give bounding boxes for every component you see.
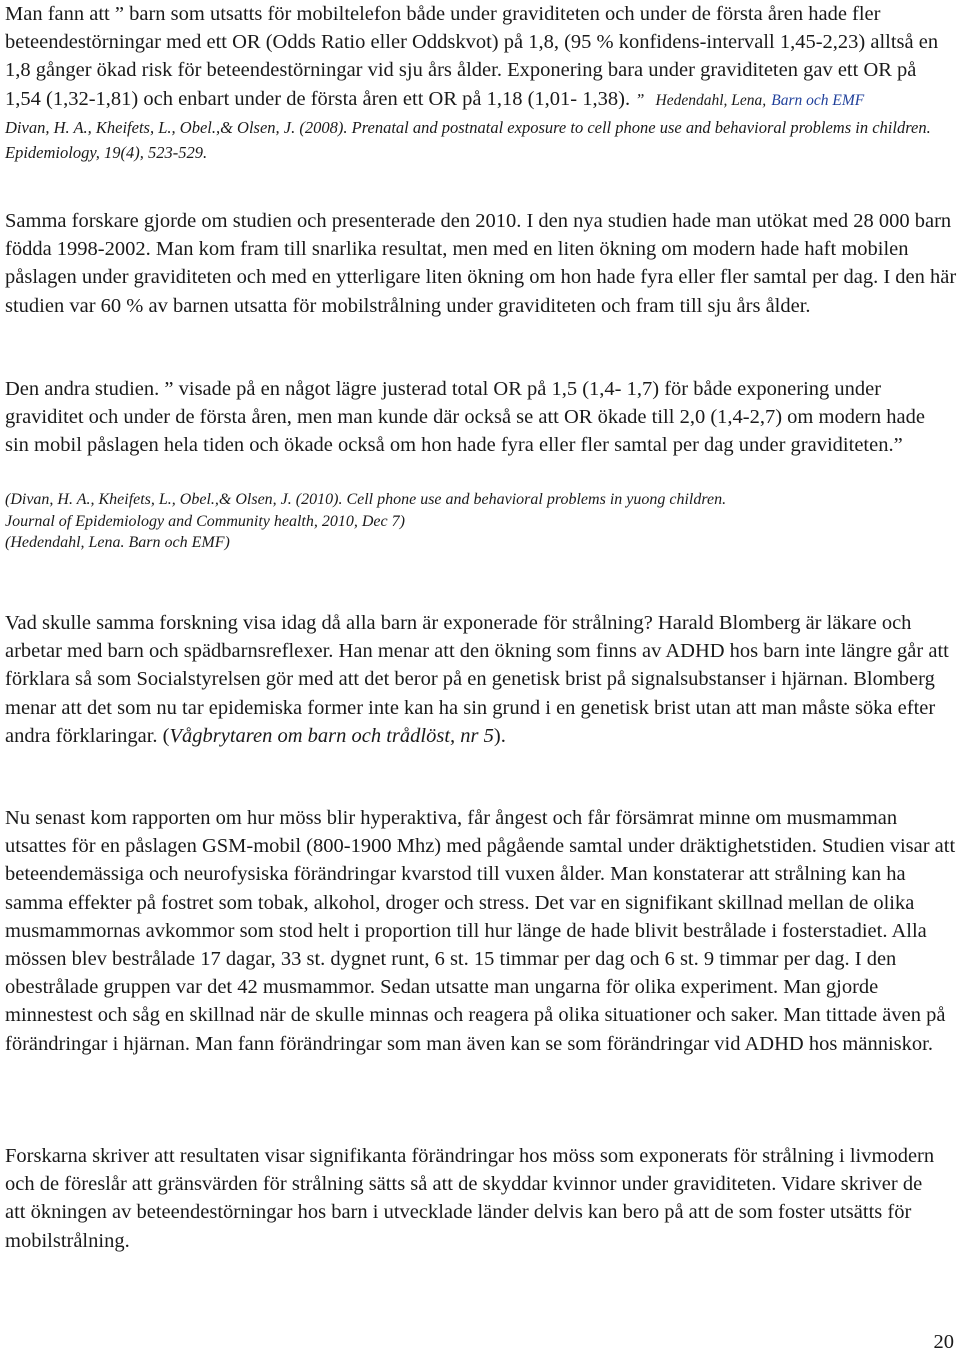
reference-line-2: Journal of Epidemiology and Community health, 2010, Dec 7): [5, 512, 405, 530]
paragraph-study-2008: [5, 0, 953, 165]
source-close: ).: [493, 724, 506, 747]
paragraph-text: Vad skulle samma forskning visa idag då alla barn är exponerade för strålning? Harald Blomberg är läkare och arbetar med barn och spädbarnsreflexer. Han menar att den ökning som finns av ADHD hos barn inte längre går att förklara så som Socialstyrelsen gör med att det beror på en genetisk brist på signalsubstanser i hjärnan. Blomberg menar att det som nu tar epidemiska former inte kan ha sin grund i en genetisk brist utan att man måste söka efter andra förklaringar.: [5, 612, 949, 747]
reference-author: Hedendahl, Lena,: [655, 91, 767, 109]
paragraph-conclusion: Forskarna skriver att resultaten visar signifikanta förändringar hos möss som exponerats för strålning i livmodern och de föreslår att gränsvärden för strålning sätts så att de skyddar kvinnor under graviditeten. Vidare skriver de att ökningen av beteendestörningar hos barn i utvecklade länder delvis kan bero på att de som foster utsätts för mobilstrålning.: [5, 1145, 935, 1252]
reference-title: Barn och EMF: [771, 91, 865, 109]
page-number: 20: [933, 1331, 954, 1353]
paragraph-blomberg: [5, 609, 955, 750]
source-open: (: [162, 724, 170, 747]
closing-quote: ”: [635, 89, 645, 109]
source-title: Vågbrytaren om barn och trådlöst, nr 5: [169, 724, 494, 747]
paragraph-second-study: Den andra studien. ” visade på en något lägre justerad total OR på 1,5 (1,4- 1,7) för både exponering under graviditet och under de första åren, men man kunde där också se att OR ökade till 2,0 (1,4-2,7) om modern hade sin mobil påslagen hela tiden och ökade också om hon hade fyra eller fler samtal per dag under graviditeten.”: [5, 378, 925, 457]
reference-line-1: (Divan, H. A., Kheifets, L., Obel.,& Olsen, J. (2010). Cell phone use and behavioral problems in yuong children.: [5, 491, 727, 508]
reference-line-3: (Hedendahl, Lena. Barn och EMF): [5, 534, 230, 551]
references-block: [5, 489, 726, 554]
paragraph-text: Man fann att ” barn som utsatts för mobiltelefon både under graviditeten och under de första åren hade fler beteendestörningar med ett OR (Odds Ratio eller Oddskvot) på 1,8, (95 % konfidens-intervall 1,45-2,23) alltså en 1,8 gånger ökad risk för beteendestörningar vid sju års ålder. Exponering bara under graviditeten gav ett OR på 1,54 (1,32-1,81) och enbart under de första åren ett OR på 1,18 (1,01- 1,38).: [5, 3, 939, 110]
citation-2008: Divan, H. A., Kheifets, L., Obel.,& Olsen, J. (2008). Prenatal and postnatal exposure to cell phone use and behavioral problems in children. Epidemiology, 19(4), 523-529.: [5, 117, 931, 162]
paragraph-mice-study: Nu senast kom rapporten om hur möss blir hyperaktiva, får ångest och får försämrat minne om musmamman utsattes för en påslagen GSM-mobil (800-1900 Mhz) med pågående samtal under dräktighetstiden. Studien visar att beteendemässiga och neurofysiska förändringar kvarstod till vuxen ålder. Man konstaterar att strålning kan ha samma effekter på fostret som tobak, alkohol, droger och stress. Det var en signifikant skillnad mellan de olika musmammornas avkommor som stod helt i proportion till hur länge de hade blivit bestrålade i fosterstadiet. Alla mössen blev bestrålade 17 dagar, 33 st. dygnet runt, 6 st. 15 timmar per dag och 6 st. 9 timmar per dag. I den obestrålade gruppen var det 42 musmammor. Sedan utsatte man ungarna för olika experiment. Man gjorde minnestest och såg en skillnad när de skulle minnas och reagera på olika situationer och saker. Man tittade även på förändringar i hjärnan. Man fann förändringar som man även kan se som förändringar vid ADHD hos människor.: [5, 807, 956, 1055]
paragraph-study-2010: Samma forskare gjorde om studien och presenterade den 2010. I den nya studien hade man utökat med 28 000 barn födda 1998-2002. Man kom fram till snarlika resultat, men med en liten ökning om modern hade haft mobilen påslagen under graviditeten och med en ytterligare liten ökning om hon hade fyra eller fler samtal per dag. I den här studien var 60 % av barnen utsatta för mobilstrålning under graviditeten och fram till sju års ålder.: [5, 210, 957, 317]
